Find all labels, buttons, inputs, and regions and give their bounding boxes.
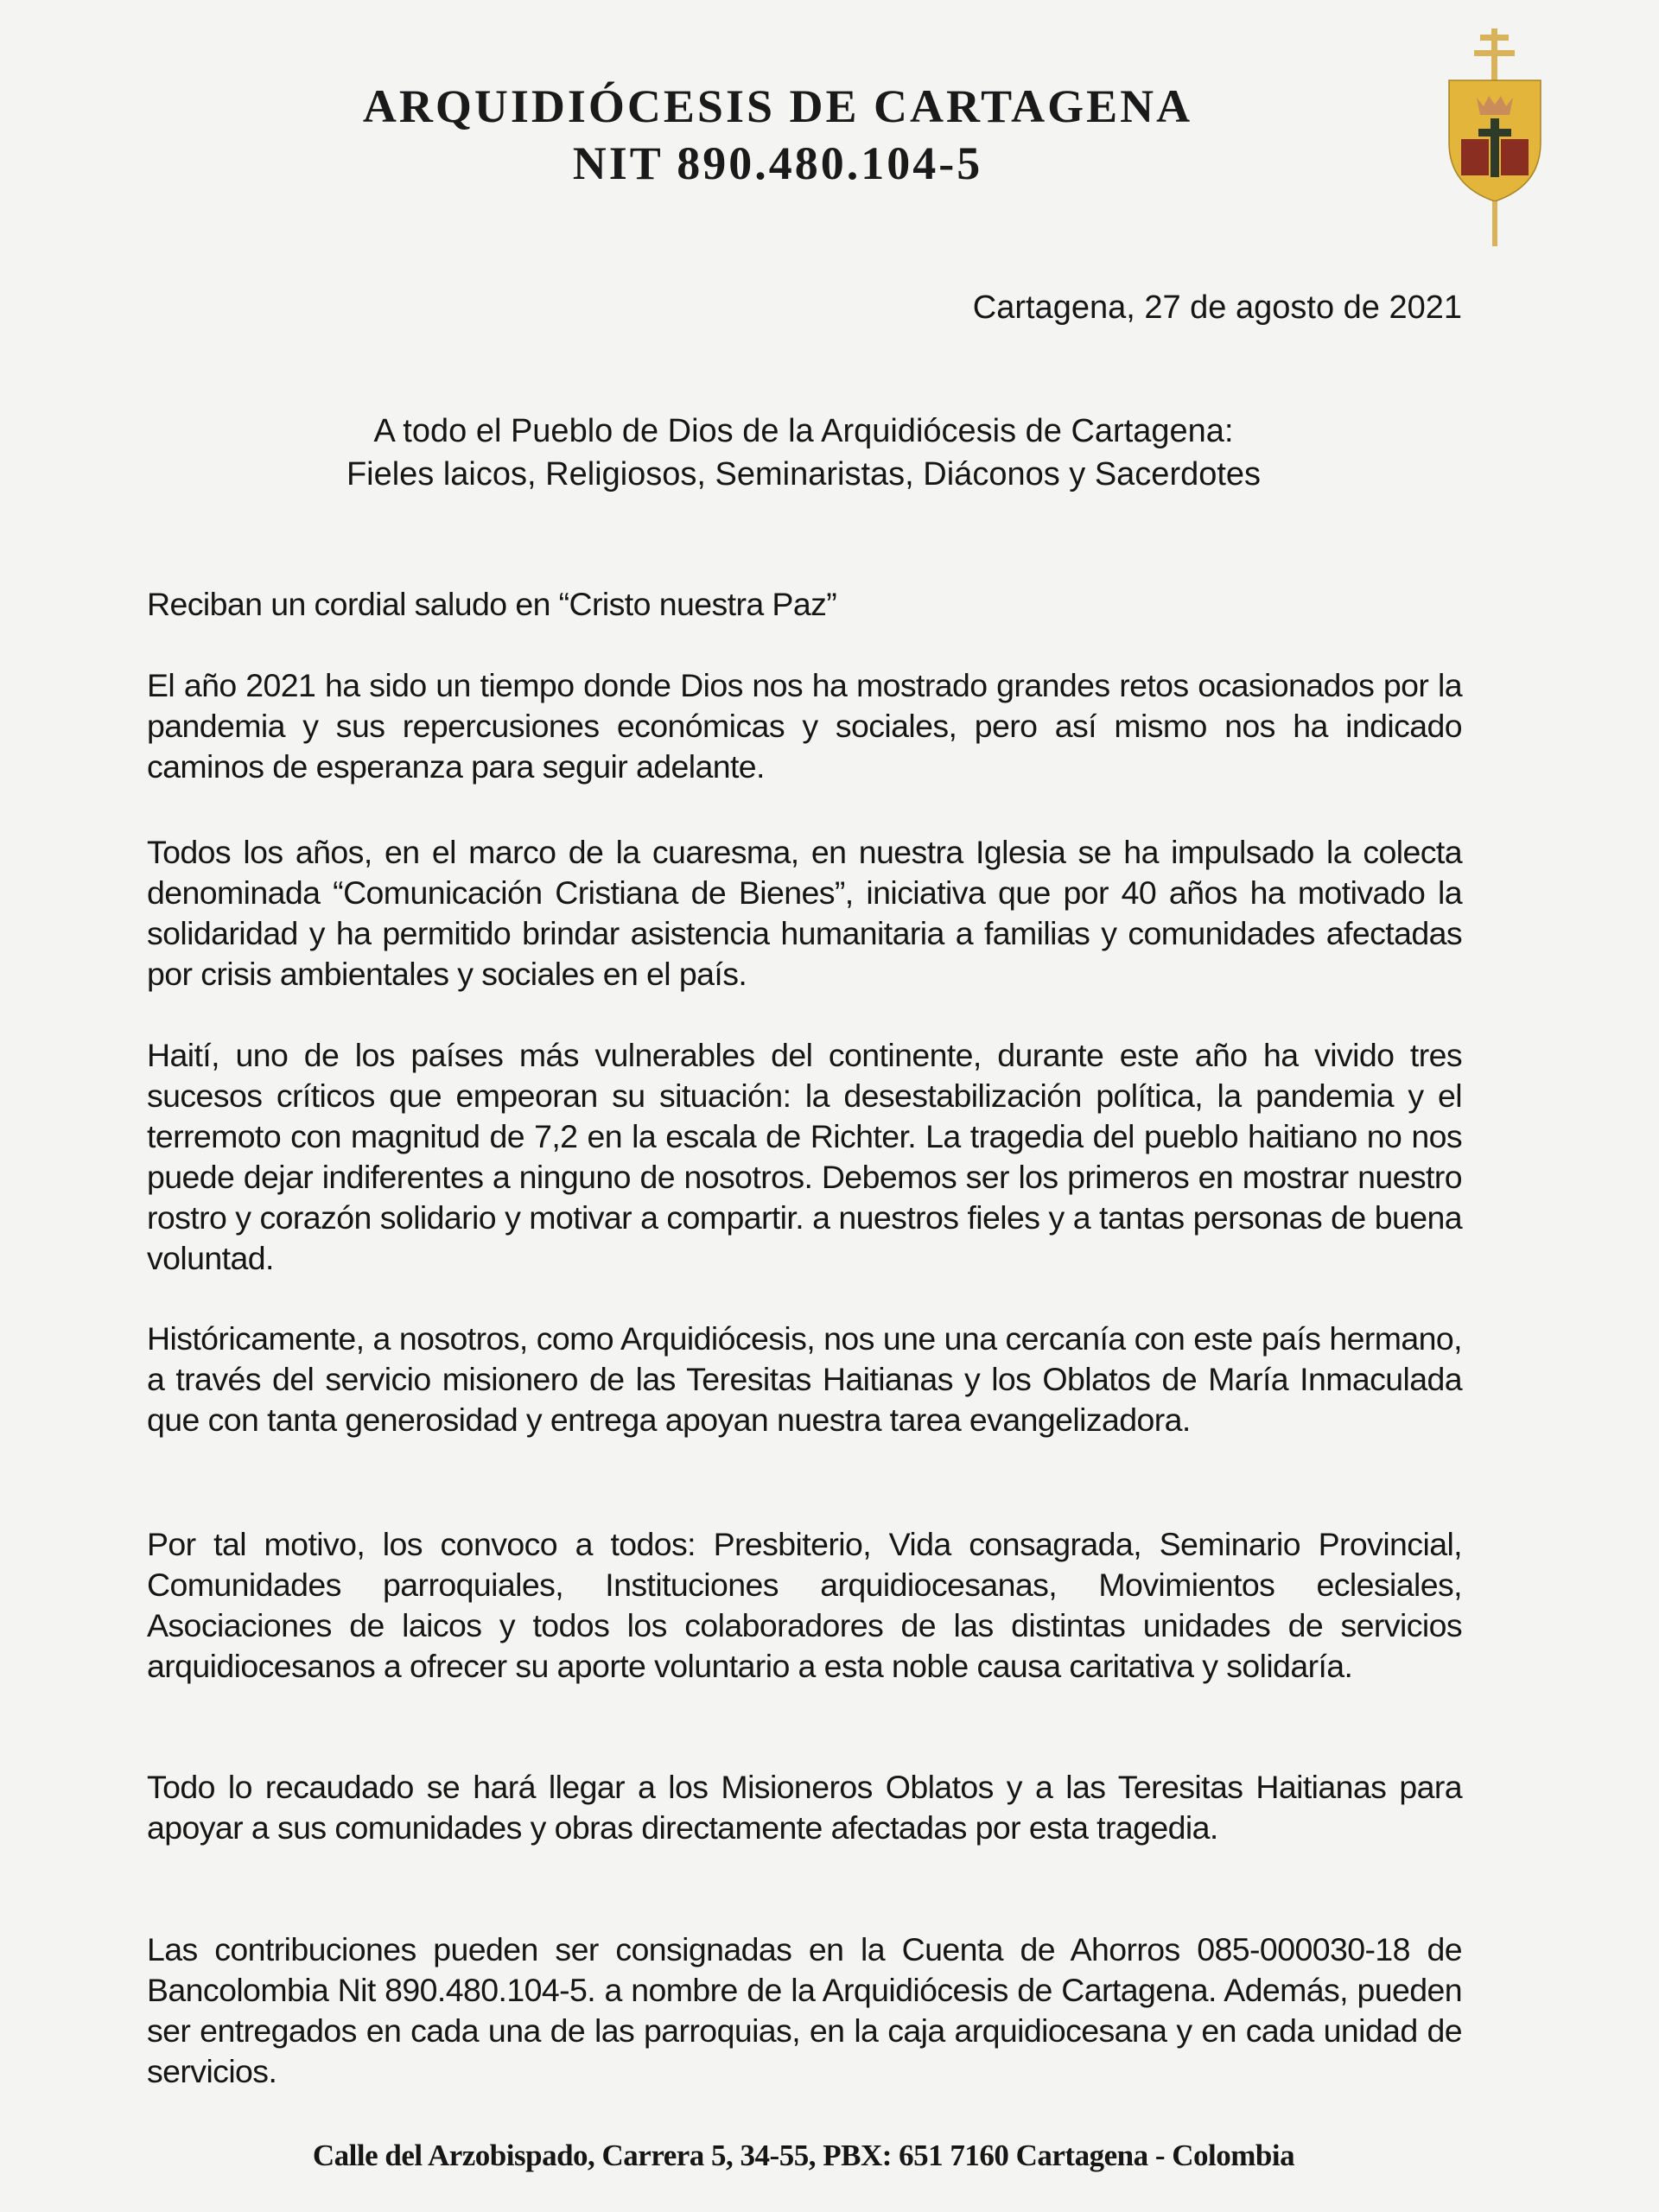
addressee-line-1: A todo el Pueblo de Dios de la Arquidiócesis de Cartagena: (373, 413, 1234, 449)
letterhead-nit: NIT 890.480.104-5 (572, 137, 983, 189)
footer-address: Calle del Arzobispado, Carrera 5, 34-55, PBX: 651 7160 Cartagena - Colombia (312, 2139, 1295, 2172)
paragraph-1: El año 2021 ha sido un tiempo donde Dios nos ha mostrado grandes retos ocasionados por la pandemia y sus repercusiones económicas y sociales, pero así mismo nos ha indicado caminos de esperanza para seguir adelante. (147, 667, 1462, 785)
letterhead-title: ARQUIDIÓCESIS DE CARTAGENA (362, 80, 1193, 132)
paragraph-4: Históricamente, a nosotros, como Arquidiócesis, nos une una cercanía con este país hermano, a través del servicio misionero de las Teresitas Haitianas y los Oblatos de María Inmaculada que con tanta generosidad y entrega apoyan nuestra tarea evangelizadora. (147, 1320, 1462, 1438)
coat-of-arms-icon (1439, 13, 1551, 246)
paragraph-6: Todo lo recaudado se hará llegar a los Misioneros Oblatos y a las Teresitas Haitianas para apoyar a sus comunidades y obras directamente afectadas por esta tragedia. (147, 1769, 1462, 1846)
addressee-line-2: Fieles laicos, Religiosos, Seminaristas, Diáconos y Sacerdotes (346, 456, 1262, 493)
paragraph-3: Haití, uno de los países más vulnerables del continente, durante este año ha vivido tres sucesos críticos que empeoran su situación: la desestabilización política, la pandemia y el terremoto con magnitud de 7,2 en la escala de Richter. La tragedia del pueblo haitiano no nos puede dejar indiferentes a ninguno de nosotros. Debemos ser los primeros en mostrar nuestro rostro y corazón solidario y motivar a compartir. a nuestros fieles y a tantas personas de buena voluntad. (147, 1037, 1462, 1276)
paragraph-7: Las contribuciones pueden ser consignadas en la Cuenta de Ahorros 085-000030-18 de Bancolombia Nit 890.480.104-5. a nombre de la Arquidiócesis de Cartagena. Además, pueden ser entregados en cada una de las parroquias, en la caja arquidiocesana y en cada unidad de servicios. (147, 1931, 1462, 2089)
greeting: Reciban un cordial saludo en “Cristo nuestra Paz” (147, 586, 837, 622)
letter-date: Cartagena, 27 de agosto de 2021 (972, 289, 1462, 326)
paragraph-2: Todos los años, en el marco de la cuaresma, en nuestra Iglesia se ha impulsado la colecta denominada “Comunicación Cristiana de Bienes”, iniciativa que por 40 años ha motivado la solidaridad y ha permitido brindar asistencia humanitaria a familias y comunidades afectadas por crisis ambientales y sociales en el país. (147, 834, 1462, 992)
paragraph-5: Por tal motivo, los convoco a todos: Presbiterio, Vida consagrada, Seminario Provincial, Comunidades parroquiales, Instituciones arquidiocesanas, Movimientos eclesiales, Asociaciones de laicos y todos los colaboradores de las distintas unidades de servicios arquidiocesanos a ofrecer su aporte voluntario a esta noble causa caritativa y solidaría. (147, 1526, 1462, 1684)
